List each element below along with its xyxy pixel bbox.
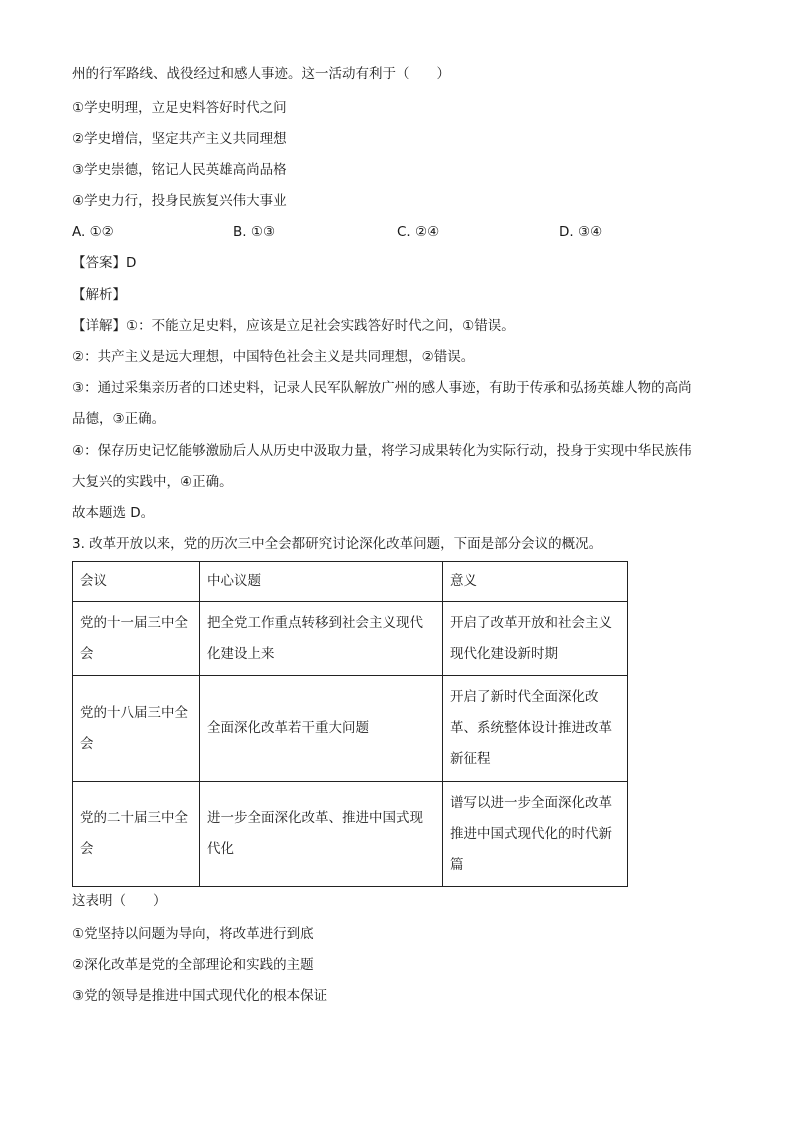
- detail-line-6: 大复兴的实践中，④正确。: [72, 474, 233, 490]
- answer-value: D: [126, 255, 137, 271]
- table-cell: 党的十八届三中全会: [73, 676, 200, 782]
- table-cell: 进一步全面深化改革、推进中国式现代化: [200, 782, 443, 887]
- conclusion: 故本题选 D。: [72, 505, 155, 521]
- option-d: D. ③④: [559, 224, 603, 240]
- analysis-label: 【解析】: [72, 287, 126, 303]
- question-3-prompt: 这表明（ ）: [72, 893, 167, 909]
- q3-statement-1: ①党坚持以问题为导向，将改革进行到底: [72, 926, 314, 942]
- detail-line-2: ②：共产主义是远大理想，中国特色社会主义是共同理想，②错误。: [72, 349, 475, 365]
- detail-line-3: ③：通过采集亲历者的口述史料，记录人民军队解放广州的感人事迹，有助于传承和弘扬英雄人物的高尚: [72, 380, 692, 396]
- question-3-stem: 3. 改革开放以来，党的历次三中全会都研究讨论深化改革问题，下面是部分会议的概况。: [72, 536, 603, 552]
- table-cell: 谱写以进一步全面深化改革推进中国式现代化的时代新篇: [443, 782, 628, 887]
- answer-label: 【答案】: [72, 255, 126, 271]
- statement-1: ①学史明理，立足史料答好时代之问: [72, 100, 287, 116]
- table-cell: 党的十一届三中全会: [73, 602, 200, 676]
- meetings-table: [72, 561, 628, 887]
- table-header-row: [73, 562, 628, 602]
- header-significance: 意义: [443, 562, 628, 602]
- header-topic: 中心议题: [200, 562, 443, 602]
- statement-4: ④学史力行，投身民族复兴伟大事业: [72, 193, 287, 209]
- table-cell: 开启了改革开放和社会主义现代化建设新时期: [443, 602, 628, 676]
- table-cell: 开启了新时代全面深化改革、系统整体设计推进改革新征程: [443, 676, 628, 782]
- table-row: [73, 676, 628, 782]
- statement-2: ②学史增信，坚定共产主义共同理想: [72, 131, 287, 147]
- table-cell: 全面深化改革若干重大问题: [200, 676, 443, 782]
- detail-label: 【详解】: [72, 318, 126, 334]
- answer-options: [72, 222, 732, 242]
- table-row: [73, 602, 628, 676]
- option-b: B. ①③: [233, 224, 276, 240]
- option-a: A. ①②: [72, 224, 114, 240]
- table-cell: 把全党工作重点转移到社会主义现代化建设上来: [200, 602, 443, 676]
- table-row: [73, 782, 628, 887]
- statement-3: ③学史崇德，铭记人民英雄高尚品格: [72, 162, 287, 178]
- header-meeting: 会议: [73, 562, 200, 602]
- q3-statement-3: ③党的领导是推进中国式现代化的根本保证: [72, 988, 328, 1004]
- detail-line-5: ④：保存历史记忆能够激励后人从历史中汲取力量，将学习成果转化为实际行动，投身于实现中华民族伟: [72, 443, 692, 459]
- table-cell: 党的二十届三中全会: [73, 782, 200, 887]
- detail-text-1: ①：不能立足史料，应该是立足社会实践答好时代之问，①错误。: [126, 318, 515, 334]
- detail-line-4: 品德，③正确。: [72, 411, 166, 427]
- q3-statement-2: ②深化改革是党的全部理论和实践的主题: [72, 957, 314, 973]
- question-stem-continued: 州的行军路线、战役经过和感人事迹。这一活动有利于（ ）: [72, 66, 450, 82]
- detail-line-1: [72, 316, 515, 336]
- answer-line: [72, 253, 136, 273]
- option-c: C. ②④: [397, 224, 440, 240]
